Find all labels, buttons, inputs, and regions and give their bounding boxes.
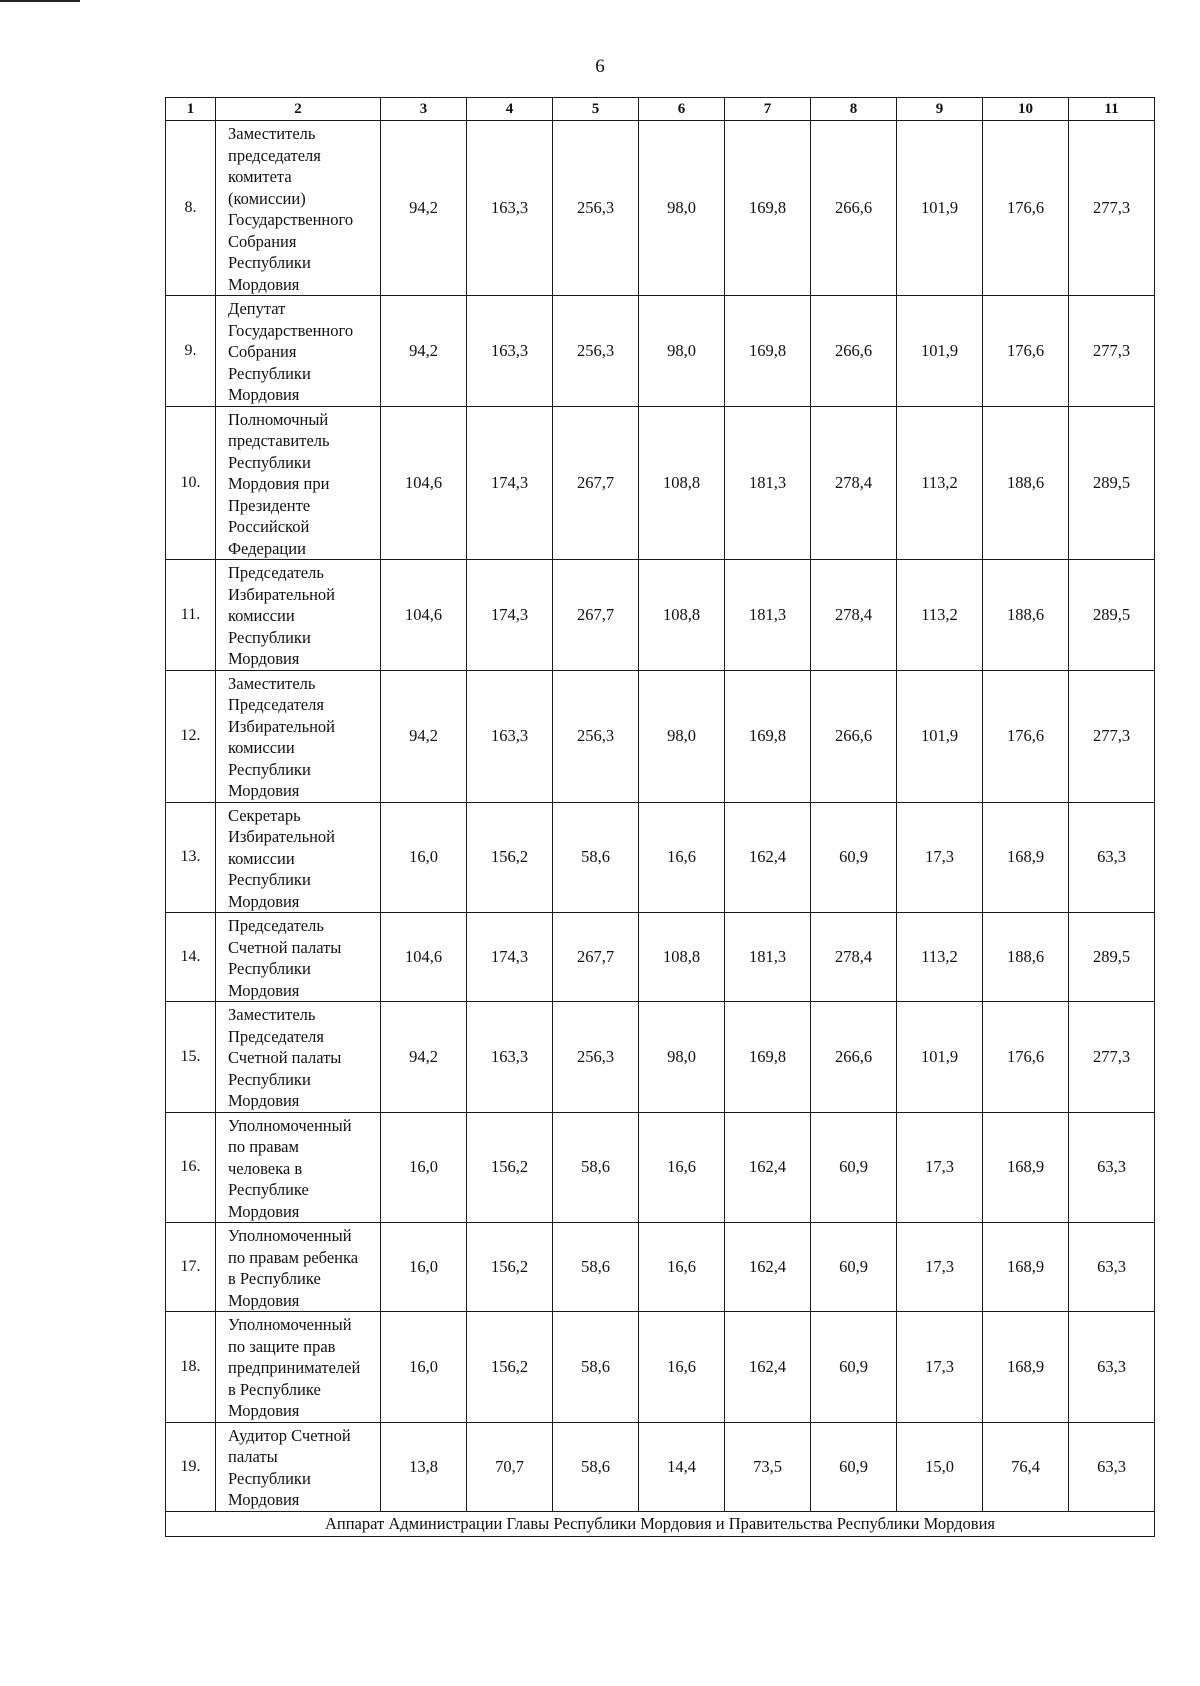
- table-row: [166, 802, 1155, 913]
- position-title: Уполномоченный по защите прав предпринимателей в Республике Мордовия: [216, 1312, 381, 1423]
- value-cell: 278,4: [811, 406, 897, 560]
- value-cell: 60,9: [811, 1223, 897, 1312]
- position-title: Заместитель Председателя Избирательной комиссии Республики Мордовия: [216, 670, 381, 802]
- value-cell: 16,6: [639, 1312, 725, 1423]
- column-header: 7: [725, 98, 811, 121]
- value-cell: 163,3: [467, 670, 553, 802]
- value-cell: 168,9: [983, 802, 1069, 913]
- column-header: 4: [467, 98, 553, 121]
- value-cell: 113,2: [897, 560, 983, 671]
- value-cell: 162,4: [725, 1112, 811, 1223]
- value-cell: 256,3: [553, 296, 639, 407]
- table-row: [166, 1223, 1155, 1312]
- value-cell: 181,3: [725, 560, 811, 671]
- value-cell: 14,4: [639, 1422, 725, 1511]
- value-cell: 266,6: [811, 1002, 897, 1113]
- position-title: Уполномоченный по правам ребенка в Республике Мордовия: [216, 1223, 381, 1312]
- value-cell: 181,3: [725, 913, 811, 1002]
- value-cell: 17,3: [897, 1223, 983, 1312]
- position-title: Уполномоченный по правам человека в Республике Мордовия: [216, 1112, 381, 1223]
- value-cell: 94,2: [381, 670, 467, 802]
- value-cell: 267,7: [553, 406, 639, 560]
- value-cell: 60,9: [811, 802, 897, 913]
- value-cell: 176,6: [983, 670, 1069, 802]
- value-cell: 63,3: [1069, 1112, 1155, 1223]
- value-cell: 108,8: [639, 560, 725, 671]
- table-row: [166, 1312, 1155, 1423]
- value-cell: 156,2: [467, 1223, 553, 1312]
- value-cell: 176,6: [983, 121, 1069, 296]
- table-row: [166, 560, 1155, 671]
- value-cell: 162,4: [725, 1223, 811, 1312]
- value-cell: 94,2: [381, 121, 467, 296]
- position-title: Полномочный представитель Республики Мордовия при Президенте Российской Федерации: [216, 406, 381, 560]
- row-number: 10.: [166, 406, 216, 560]
- table-row: [166, 1002, 1155, 1113]
- table-row: [166, 913, 1155, 1002]
- value-cell: 169,8: [725, 296, 811, 407]
- value-cell: 266,6: [811, 670, 897, 802]
- column-header: 2: [216, 98, 381, 121]
- value-cell: 58,6: [553, 802, 639, 913]
- table-body: [166, 121, 1155, 1512]
- value-cell: 169,8: [725, 121, 811, 296]
- value-cell: 98,0: [639, 121, 725, 296]
- value-cell: 108,8: [639, 406, 725, 560]
- value-cell: 108,8: [639, 913, 725, 1002]
- value-cell: 289,5: [1069, 560, 1155, 671]
- value-cell: 16,6: [639, 802, 725, 913]
- position-title: Председатель Счетной палаты Республики Мордовия: [216, 913, 381, 1002]
- value-cell: 94,2: [381, 296, 467, 407]
- value-cell: 73,5: [725, 1422, 811, 1511]
- value-cell: 277,3: [1069, 121, 1155, 296]
- position-title: Секретарь Избирательной комиссии Республики Мордовия: [216, 802, 381, 913]
- value-cell: 16,0: [381, 1312, 467, 1423]
- table-row: [166, 1112, 1155, 1223]
- value-cell: 63,3: [1069, 1422, 1155, 1511]
- value-cell: 104,6: [381, 406, 467, 560]
- value-cell: 17,3: [897, 1312, 983, 1423]
- value-cell: 60,9: [811, 1312, 897, 1423]
- value-cell: 162,4: [725, 1312, 811, 1423]
- value-cell: 15,0: [897, 1422, 983, 1511]
- value-cell: 174,3: [467, 406, 553, 560]
- value-cell: 101,9: [897, 296, 983, 407]
- value-cell: 188,6: [983, 913, 1069, 1002]
- column-header: 9: [897, 98, 983, 121]
- position-title: Аудитор Счетной палаты Республики Мордовия: [216, 1422, 381, 1511]
- value-cell: 58,6: [553, 1223, 639, 1312]
- value-cell: 63,3: [1069, 1312, 1155, 1423]
- scan-corner-mark: [0, 0, 80, 2]
- value-cell: 289,5: [1069, 406, 1155, 560]
- column-header: 8: [811, 98, 897, 121]
- value-cell: 278,4: [811, 913, 897, 1002]
- page-number: 6: [595, 56, 605, 77]
- value-cell: 113,2: [897, 406, 983, 560]
- value-cell: 289,5: [1069, 913, 1155, 1002]
- position-title: Заместитель председателя комитета (комиссии) Государственного Собрания Республики Мордовия: [216, 121, 381, 296]
- value-cell: 277,3: [1069, 670, 1155, 802]
- column-header: 1: [166, 98, 216, 121]
- column-header: 10: [983, 98, 1069, 121]
- row-number: 14.: [166, 913, 216, 1002]
- table-row: [166, 670, 1155, 802]
- column-header: 3: [381, 98, 467, 121]
- value-cell: 101,9: [897, 121, 983, 296]
- value-cell: 163,3: [467, 296, 553, 407]
- table-row: [166, 1422, 1155, 1511]
- salary-table: [165, 97, 1155, 1537]
- position-title: Депутат Государственного Собрания Республики Мордовия: [216, 296, 381, 407]
- column-header: 11: [1069, 98, 1155, 121]
- value-cell: 16,6: [639, 1112, 725, 1223]
- table-header-row: [166, 98, 1155, 121]
- value-cell: 13,8: [381, 1422, 467, 1511]
- value-cell: 176,6: [983, 296, 1069, 407]
- row-number: 16.: [166, 1112, 216, 1223]
- value-cell: 17,3: [897, 802, 983, 913]
- value-cell: 76,4: [983, 1422, 1069, 1511]
- value-cell: 63,3: [1069, 1223, 1155, 1312]
- value-cell: 163,3: [467, 121, 553, 296]
- value-cell: 169,8: [725, 670, 811, 802]
- value-cell: 60,9: [811, 1112, 897, 1223]
- value-cell: 277,3: [1069, 1002, 1155, 1113]
- value-cell: 168,9: [983, 1312, 1069, 1423]
- section-footer-row: [166, 1511, 1155, 1536]
- value-cell: 16,0: [381, 1112, 467, 1223]
- value-cell: 104,6: [381, 913, 467, 1002]
- row-number: 18.: [166, 1312, 216, 1423]
- value-cell: 17,3: [897, 1112, 983, 1223]
- value-cell: 168,9: [983, 1223, 1069, 1312]
- row-number: 8.: [166, 121, 216, 296]
- value-cell: 181,3: [725, 406, 811, 560]
- row-number: 12.: [166, 670, 216, 802]
- value-cell: 256,3: [553, 1002, 639, 1113]
- value-cell: 98,0: [639, 670, 725, 802]
- column-header: 6: [639, 98, 725, 121]
- value-cell: 188,6: [983, 406, 1069, 560]
- value-cell: 277,3: [1069, 296, 1155, 407]
- row-number: 11.: [166, 560, 216, 671]
- value-cell: 176,6: [983, 1002, 1069, 1113]
- value-cell: 256,3: [553, 121, 639, 296]
- value-cell: 266,6: [811, 296, 897, 407]
- value-cell: 104,6: [381, 560, 467, 671]
- value-cell: 162,4: [725, 802, 811, 913]
- value-cell: 156,2: [467, 1312, 553, 1423]
- row-number: 13.: [166, 802, 216, 913]
- value-cell: 156,2: [467, 1112, 553, 1223]
- value-cell: 16,6: [639, 1223, 725, 1312]
- value-cell: 113,2: [897, 913, 983, 1002]
- value-cell: 58,6: [553, 1112, 639, 1223]
- value-cell: 267,7: [553, 913, 639, 1002]
- column-header: 5: [553, 98, 639, 121]
- value-cell: 267,7: [553, 560, 639, 671]
- value-cell: 16,0: [381, 802, 467, 913]
- value-cell: 94,2: [381, 1002, 467, 1113]
- value-cell: 70,7: [467, 1422, 553, 1511]
- value-cell: 163,3: [467, 1002, 553, 1113]
- value-cell: 101,9: [897, 670, 983, 802]
- value-cell: 188,6: [983, 560, 1069, 671]
- value-cell: 174,3: [467, 560, 553, 671]
- value-cell: 266,6: [811, 121, 897, 296]
- value-cell: 58,6: [553, 1312, 639, 1423]
- row-number: 9.: [166, 296, 216, 407]
- value-cell: 174,3: [467, 913, 553, 1002]
- value-cell: 63,3: [1069, 802, 1155, 913]
- value-cell: 278,4: [811, 560, 897, 671]
- row-number: 17.: [166, 1223, 216, 1312]
- value-cell: 156,2: [467, 802, 553, 913]
- table-row: [166, 296, 1155, 407]
- value-cell: 60,9: [811, 1422, 897, 1511]
- value-cell: 168,9: [983, 1112, 1069, 1223]
- value-cell: 169,8: [725, 1002, 811, 1113]
- value-cell: 98,0: [639, 296, 725, 407]
- value-cell: 256,3: [553, 670, 639, 802]
- table-row: [166, 406, 1155, 560]
- row-number: 15.: [166, 1002, 216, 1113]
- position-title: Заместитель Председателя Счетной палаты Республики Мордовия: [216, 1002, 381, 1113]
- position-title: Председатель Избирательной комиссии Республики Мордовия: [216, 560, 381, 671]
- section-footer-label: Аппарат Администрации Главы Республики Мордовия и Правительства Республики Мордовия: [166, 1511, 1155, 1536]
- value-cell: 16,0: [381, 1223, 467, 1312]
- row-number: 19.: [166, 1422, 216, 1511]
- value-cell: 101,9: [897, 1002, 983, 1113]
- table-row: [166, 121, 1155, 296]
- value-cell: 98,0: [639, 1002, 725, 1113]
- value-cell: 58,6: [553, 1422, 639, 1511]
